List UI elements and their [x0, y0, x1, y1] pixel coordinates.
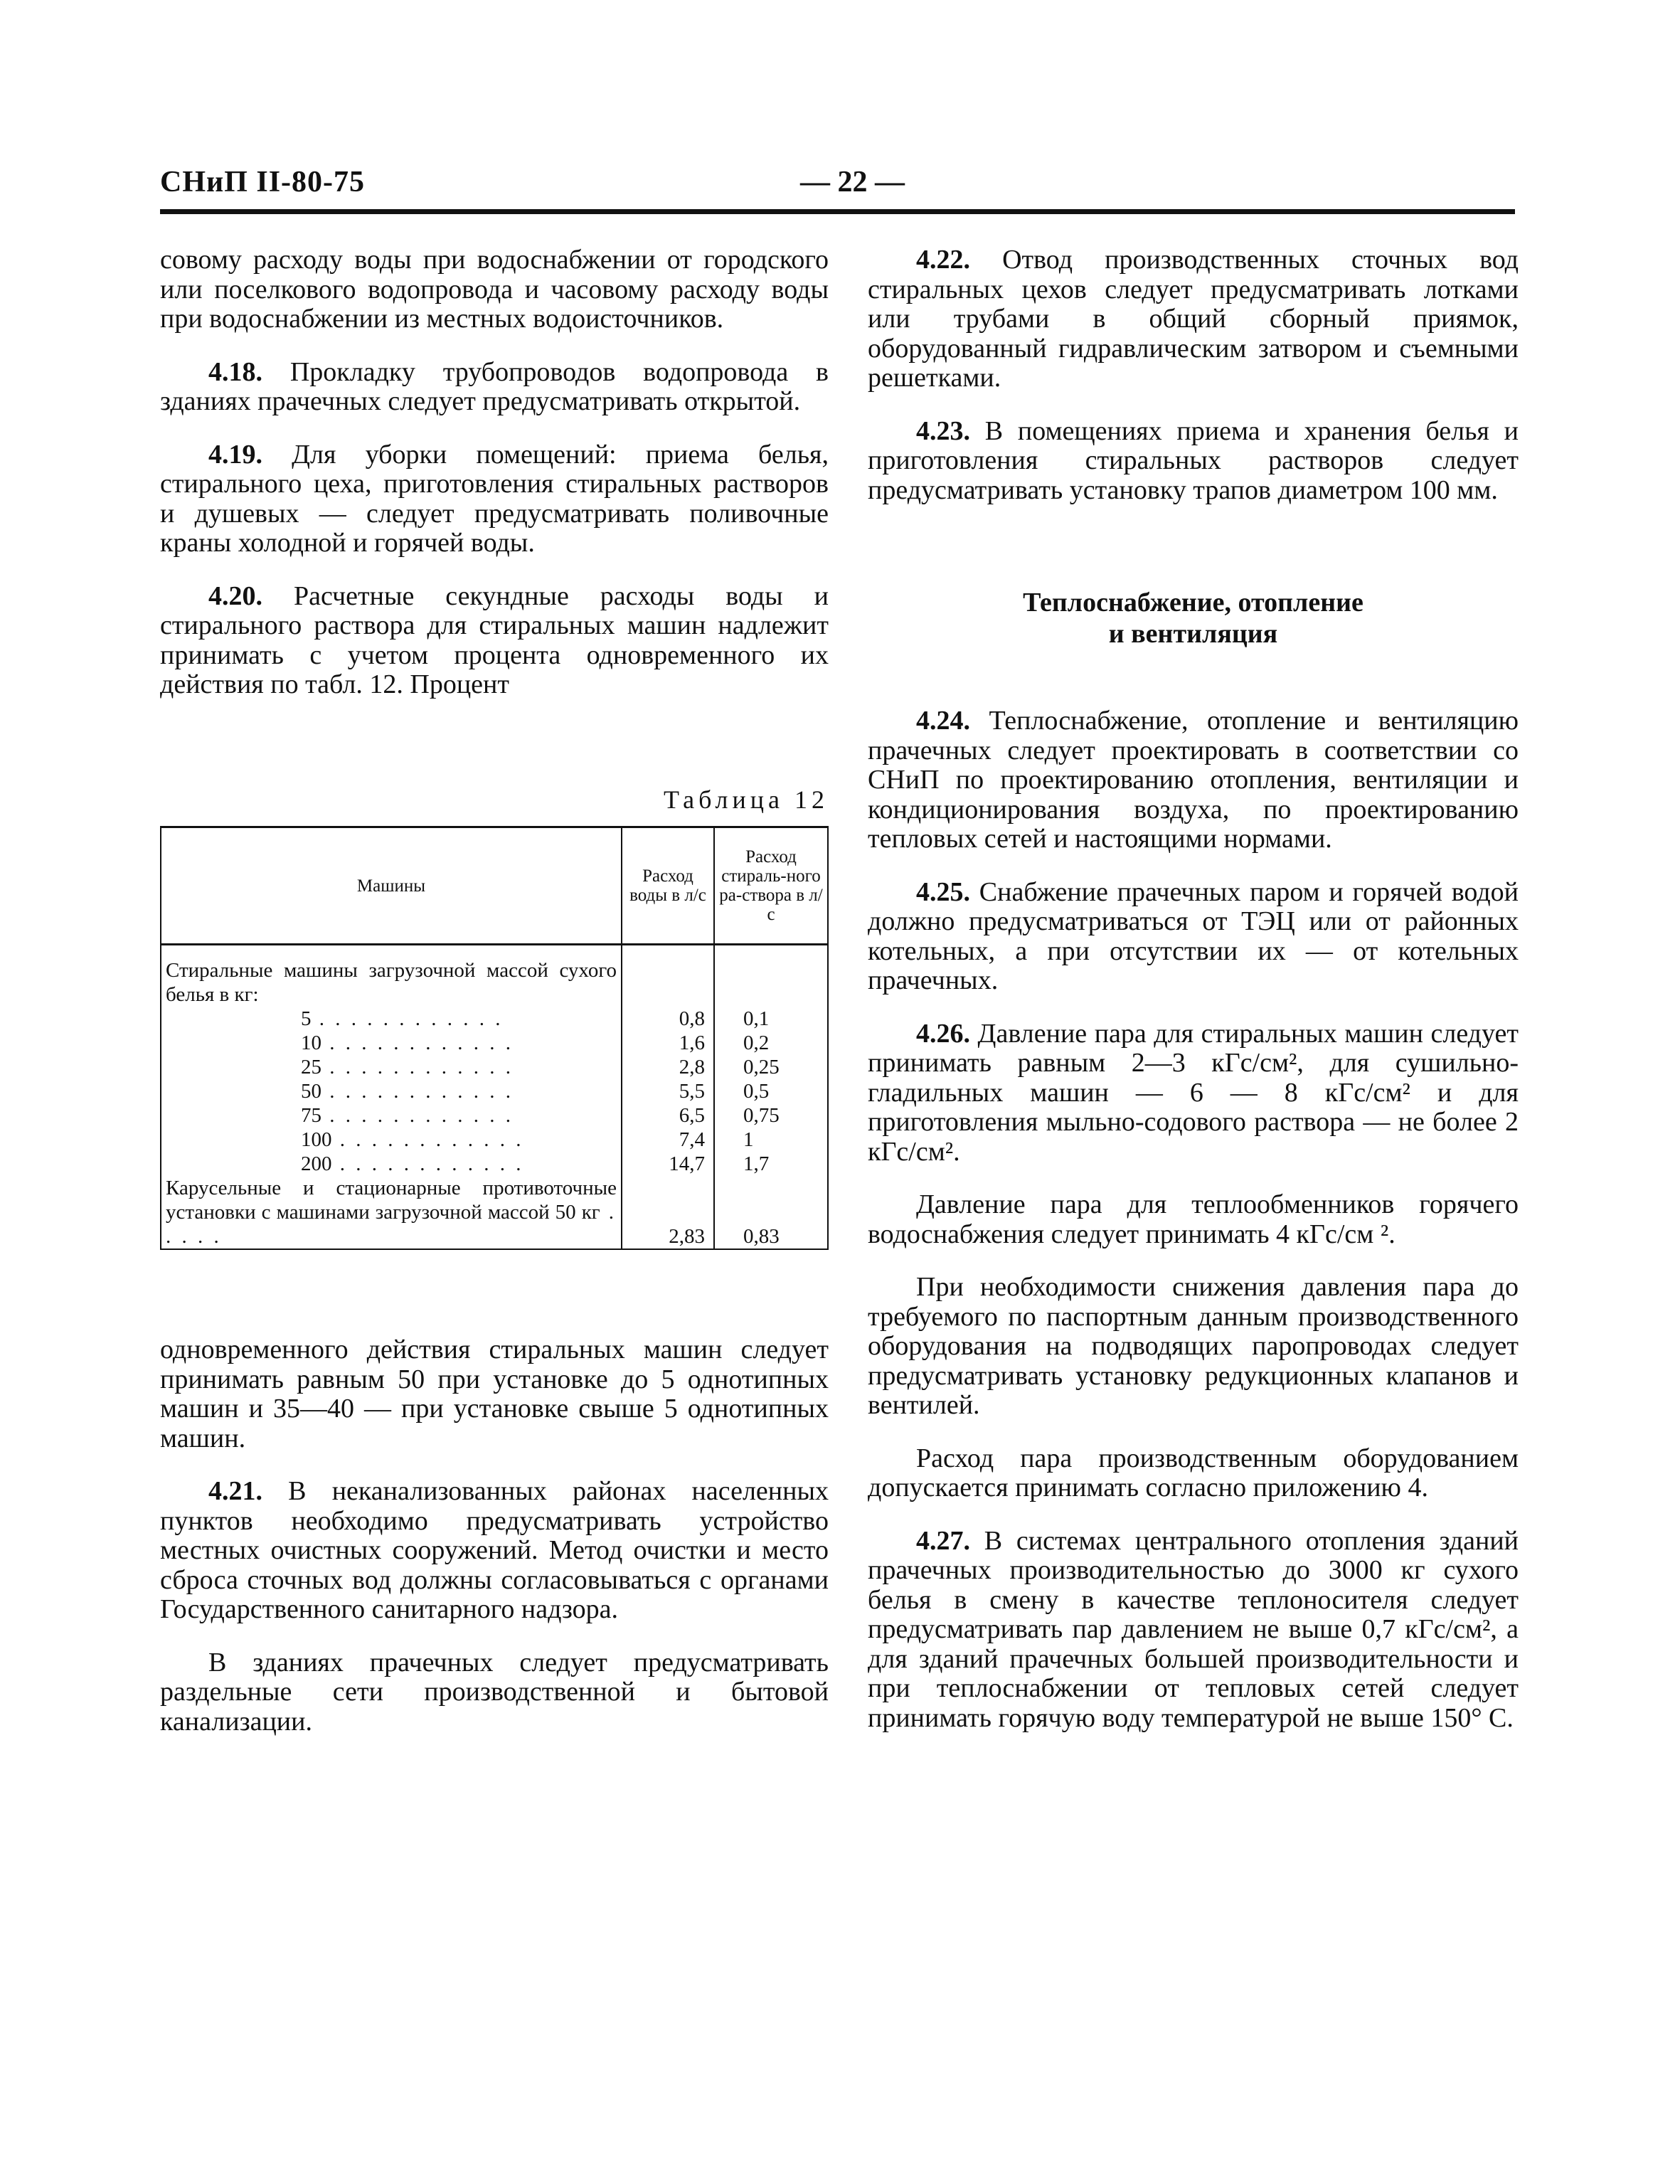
column-header-machines: Машины	[161, 827, 622, 945]
page-header	[160, 165, 1515, 208]
clause-number: 4.27.	[916, 1525, 970, 1556]
table-row	[161, 1103, 828, 1128]
table-caption: Таблица 12	[664, 785, 829, 814]
clause-number: 4.23.	[916, 415, 970, 446]
load-value: 75	[301, 1104, 321, 1127]
clause-number: 4.22.	[916, 245, 970, 275]
clause-text: Давление пара для стиральных машин следует принимать равным 2—3 кГс/см², для сушильно-гладильных машин — 6 — 8 кГс/см² и для приготовления мыльно-содового раствора — не более 2 кГс/см².	[868, 1018, 1519, 1167]
column-header-solution: Расход стираль-ного ра-створа в л/с	[714, 827, 828, 945]
water-value: 2,83	[622, 1176, 714, 1249]
paragraph-4-24	[868, 706, 1519, 854]
clause-text: В помещениях приема и хранения белья и приготовления стиральных растворов следует предусматривать установку трапов диаметром 100 мм.	[868, 415, 1519, 505]
paragraph-4-27	[868, 1527, 1519, 1734]
paragraph-4-22	[868, 245, 1519, 393]
load-value: 200	[301, 1152, 332, 1175]
right-column	[868, 245, 1519, 1733]
solution-value: 0,2	[714, 1031, 828, 1055]
paragraph-4-19	[160, 440, 829, 558]
water-value: 2,8	[622, 1055, 714, 1079]
paragraph-4-25	[868, 878, 1519, 996]
paragraph-4-18	[160, 358, 829, 417]
section-heading	[868, 587, 1519, 650]
clause-text: Прокладку трубопроводов водопровода в зданиях прачечных следует предусматривать открытой.	[160, 356, 829, 416]
column-header-water: Расход воды в л/с	[622, 827, 714, 945]
solution-value: 1,7	[714, 1152, 828, 1176]
water-value: 14,7	[622, 1152, 714, 1176]
clause-text: В системах центрального отопления зданий прачечных производительностью до 3000 кг сухого белья в смену в качестве теплоносителя следует предусматривать пар давлением не выше 0,7 кГс/см², а для зданий прачечных большей производительности и при теплоснабжении от тепловых сетей следует принимать горячую воду температурой не выше 150° С.	[868, 1525, 1519, 1733]
group-text: Карусельные и стационарные противоточные установки с машинами загрузочной массой 50 кг	[166, 1177, 617, 1224]
load-cell: 50 . . . . . . . . . . . .	[161, 1079, 622, 1103]
group-label: Стиральные машины загрузочной массой сухого белья в кг:	[161, 958, 622, 1007]
load-value: 10	[301, 1032, 321, 1054]
clause-number: 4.20.	[208, 581, 262, 611]
clause-number: 4.19.	[208, 439, 262, 470]
table-row	[161, 1055, 828, 1079]
clause-number: 4.21.	[208, 1476, 262, 1506]
load-cell: 5 . . . . . . . . . . . .	[161, 1007, 622, 1031]
clause-text: Снабжение прачечных паром и горячей водой должно предусматриваться от ТЭЦ или от районных котельных, а при отсутствии их — от котельных прачечных.	[868, 876, 1519, 995]
clause-text: В неканализованных районах населенных пунктов необходимо предусматривать устройство местных очистных сооружений. Метод очистки и место сброса сточных вод должны согласовываться с органами Государственного санитарного надзора.	[160, 1476, 829, 1624]
water-value: 1,6	[622, 1031, 714, 1055]
load-cell: 100 . . . . . . . . . . . .	[161, 1128, 622, 1152]
clause-number: 4.18.	[208, 356, 262, 387]
table-row	[161, 1079, 828, 1103]
page-number: — 22 —	[800, 166, 905, 198]
clause-text: Теплоснабжение, отопление и вентиляцию прачечных следует проектировать в соответствии со СНиП по проектированию отопления, вентиляции и кондиционирования воздуха, по проектированию тепловых сетей и настоящими нормами.	[868, 706, 1519, 854]
paragraph: В зданиях прачечных следует предусматривать раздельные сети производственной и бытовой канализации.	[160, 1647, 829, 1737]
solution-value: 0,1	[714, 1007, 828, 1031]
table-row	[161, 1031, 828, 1055]
table-row	[161, 1007, 828, 1031]
load-value: 25	[301, 1056, 321, 1078]
clause-number: 4.26.	[916, 1018, 970, 1049]
paragraph-4-26	[868, 1019, 1519, 1167]
table-row	[161, 1152, 828, 1176]
paragraph: одновременного действия стиральных машин следует принимать равным 50 при установке до 5 однотипных машин и 35—40 — при установке свыше 5 однотипных машин.	[160, 1335, 829, 1453]
paragraph: совому расходу воды при водоснабжении от городского или поселкового водопровода и часовому расходу воды при водоснабжении из местных водоисточников.	[160, 245, 829, 334]
paragraph-4-21	[160, 1477, 829, 1625]
clause-number: 4.24.	[916, 706, 970, 736]
load-cell: 75 . . . . . . . . . . . .	[161, 1103, 622, 1128]
load-cell: 10 . . . . . . . . . . . .	[161, 1031, 622, 1055]
clause-text: Расчетные секундные расходы воды и стирального раствора для стиральных машин надлежит принимать с учетом процента одновременного их действия по табл. 12. Процент	[160, 581, 829, 699]
left-column	[160, 245, 829, 1737]
clause-text: Для уборки помещений: приема белья, стирального цеха, приготовления стиральных растворов и душевых — следует предусматривать поливочные краны холодной и горячей воды.	[160, 439, 829, 558]
solution-value: 0,75	[714, 1103, 828, 1128]
header-rule	[160, 209, 1515, 214]
paragraph-4-20	[160, 582, 829, 700]
load-cell: 200 . . . . . . . . . . . .	[161, 1152, 622, 1176]
paragraph: Расход пара производственным оборудованием допускается принимать согласно приложению 4.	[868, 1443, 1519, 1502]
water-value: 5,5	[622, 1079, 714, 1103]
paragraph: Давление пара для теплообменников горячего водоснабжения следует принимать 4 кГс/см ².	[868, 1189, 1519, 1249]
water-value: 0,8	[622, 1007, 714, 1031]
solution-value: 0,83	[714, 1176, 828, 1249]
table-12	[160, 826, 829, 1250]
load-value: 50	[301, 1080, 321, 1103]
water-value: 6,5	[622, 1103, 714, 1128]
group-label: Карусельные и стационарные противоточные установки с машинами загрузочной массой 50 кг . . . . .	[161, 1176, 622, 1249]
heading-line: и вентиляция	[1108, 619, 1278, 649]
solution-value: 1	[714, 1128, 828, 1152]
table-row	[161, 1128, 828, 1152]
paragraph: При необходимости снижения давления пара до требуемого по паспортным данным производственного оборудования на подводящих паропроводах следует предусматривать установку редукционных клапанов и вентилей.	[868, 1272, 1519, 1420]
table-row	[161, 958, 828, 1007]
solution-value: 0,5	[714, 1079, 828, 1103]
table-row	[161, 1176, 828, 1249]
clause-number: 4.25.	[916, 876, 970, 907]
load-value: 5	[301, 1007, 312, 1030]
document-code: СНиП II-80-75	[160, 166, 366, 198]
load-value: 100	[301, 1128, 332, 1151]
water-value: 7,4	[622, 1128, 714, 1152]
paragraph-4-23	[868, 417, 1519, 506]
clause-text: Отвод производственных сточных вод стиральных цехов следует предусматривать лотками или трубами в общий сборный приямок, оборудованный гидравлическим затвором и съемными решетками.	[868, 245, 1519, 393]
solution-value: 0,25	[714, 1055, 828, 1079]
load-cell: 25 . . . . . . . . . . . .	[161, 1055, 622, 1079]
heading-line: Теплоснабжение, отопление	[1023, 588, 1363, 617]
